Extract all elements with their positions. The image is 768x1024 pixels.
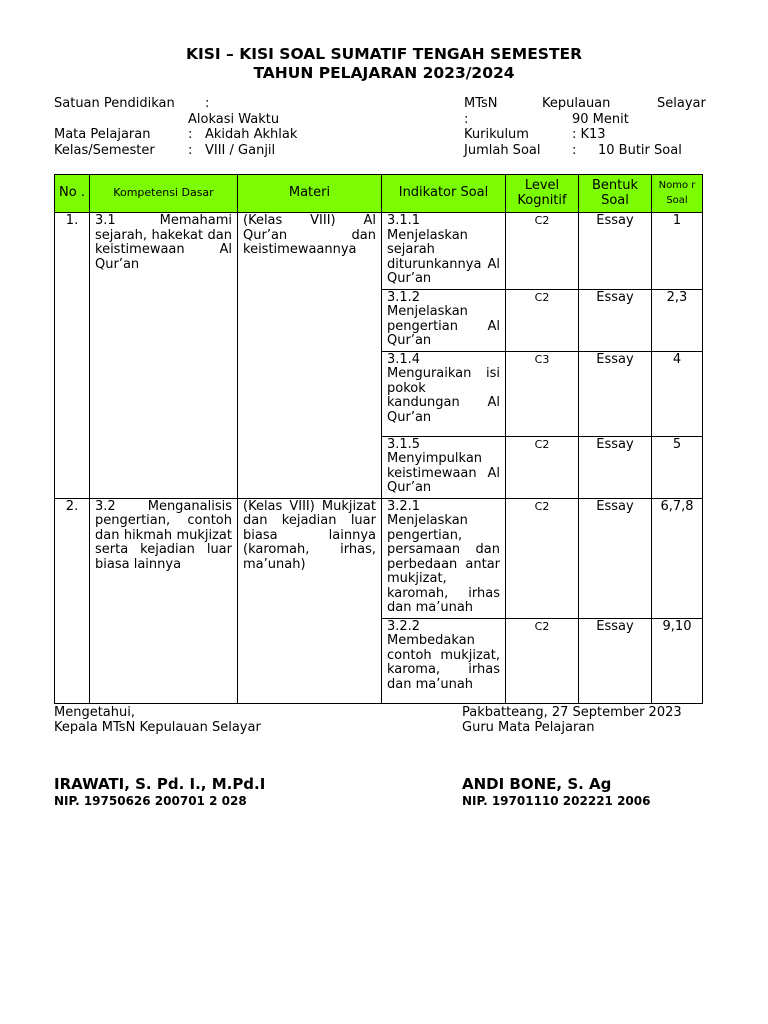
bentuk-cell: Essay — [579, 618, 652, 703]
nomor-cell: 9,10 — [652, 618, 703, 703]
header-nomor-soal: Nomo r Soal — [652, 175, 703, 213]
signature-right-name: ANDI BONE, S. Ag — [462, 775, 612, 793]
nomor-cell: 5 — [652, 436, 703, 498]
kisi-table — [54, 174, 703, 704]
header-level-kognitif: Level Kognitif — [506, 175, 579, 213]
indikator-cell: 3.1.5 Menyimpulkan keistimewaan Al Qur’an — [382, 436, 506, 498]
header-indikator: Indikator Soal — [382, 175, 506, 213]
alokasi-colon: : — [464, 112, 469, 127]
bentuk-cell: Essay — [579, 213, 652, 290]
kompetensi-dasar-cell: 3.1 Memahami sejarah, hakekat dan keistimewaan Al Qur’an — [90, 213, 238, 499]
header-bentuk-soal: Bentuk Soal — [579, 175, 652, 213]
bentuk-cell: Essay — [579, 289, 652, 351]
signature-left-line1: Mengetahui, — [54, 705, 135, 720]
indikator-cell: 3.1.2 Menjelaskan pengertian Al Qur’an — [382, 289, 506, 351]
level-cell: C2 — [506, 618, 579, 703]
document-subtitle: TAHUN PELAJARAN 2023/2024 — [253, 64, 515, 82]
signature-right-nip: NIP. 19701110 202221 2006 — [462, 794, 651, 808]
document-title: KISI – KISI SOAL SUMATIF TENGAH SEMESTER — [185, 45, 583, 63]
mapel-colon: : — [188, 127, 193, 142]
kurikulum-value: : K13 — [572, 127, 606, 142]
signature-left-name: IRAWATI, S. Pd. I., M.Pd.I — [54, 775, 266, 793]
signature-right-line2: Guru Mata Pelajaran — [462, 720, 595, 735]
table-header-row — [55, 175, 703, 213]
satuan-value-3: Selayar — [657, 96, 706, 111]
materi-cell: (Kelas VIII) Mukjizat dan kejadian luar biasa lainnya (karomah, irhas, ma’unah) — [238, 498, 382, 703]
level-cell: C2 — [506, 436, 579, 498]
materi-cell: (Kelas VIII) Al Qur’an dan keistimewaannya — [238, 213, 382, 499]
indikator-cell: 3.2.2 Membedakan contoh mukjizat, karoma, irhas dan ma’unah — [382, 618, 506, 703]
bentuk-cell: Essay — [579, 436, 652, 498]
indikator-cell: 3.2.1 Menjelaskan pengertian, persamaan dan perbedaan antar mukjizat, karomah, irhas dan ma’unah — [382, 498, 506, 618]
level-cell: C2 — [506, 213, 579, 290]
satuan-value-1: MTsN — [464, 96, 498, 111]
satuan-label: Satuan Pendidikan — [54, 96, 175, 111]
alokasi-value: 90 Menit — [572, 112, 629, 127]
level-cell: C2 — [506, 289, 579, 351]
level-cell: C3 — [506, 351, 579, 436]
satuan-colon: : — [205, 96, 210, 111]
jumlah-value: 10 Butir Soal — [598, 143, 682, 158]
row-number: 1. — [55, 213, 90, 499]
header-materi: Materi — [238, 175, 382, 213]
row-number: 2. — [55, 498, 90, 703]
kurikulum-label: Kurikulum — [464, 127, 529, 142]
header-no: No . — [55, 175, 90, 213]
signature-left-line2: Kepala MTsN Kepulauan Selayar — [54, 720, 261, 735]
satuan-value-2: Kepulauan — [542, 96, 611, 111]
level-cell: C2 — [506, 498, 579, 618]
nomor-cell: 2,3 — [652, 289, 703, 351]
signature-left-nip: NIP. 19750626 200701 2 028 — [54, 794, 247, 808]
mapel-value: Akidah Akhlak — [205, 127, 298, 142]
kelas-value: VIII / Ganjil — [205, 143, 276, 158]
kelas-colon: : — [188, 143, 193, 158]
jumlah-colon: : — [572, 143, 577, 158]
indikator-cell: 3.1.1 Menjelaskan sejarah diturunkannya Al Qur’an — [382, 213, 506, 290]
signature-right-line1: Pakbatteang, 27 September 2023 — [462, 705, 682, 720]
kelas-label: Kelas/Semester — [54, 143, 155, 158]
jumlah-label: Jumlah Soal — [464, 143, 541, 158]
table-row — [55, 498, 703, 618]
table-row — [55, 213, 703, 290]
alokasi-label: Alokasi Waktu — [188, 112, 280, 127]
header-kompetensi-dasar: Kompetensi Dasar — [90, 175, 238, 213]
kompetensi-dasar-cell: 3.2 Menganalisis pengertian, contoh dan hikmah mukjizat serta kejadian luar biasa lainnya — [90, 498, 238, 703]
bentuk-cell: Essay — [579, 351, 652, 436]
bentuk-cell: Essay — [579, 498, 652, 618]
nomor-cell: 6,7,8 — [652, 498, 703, 618]
nomor-cell: 4 — [652, 351, 703, 436]
mapel-label: Mata Pelajaran — [54, 127, 151, 142]
indikator-cell: 3.1.4 Menguraikan isi pokok kandungan Al Qur’an — [382, 351, 506, 436]
nomor-cell: 1 — [652, 213, 703, 290]
